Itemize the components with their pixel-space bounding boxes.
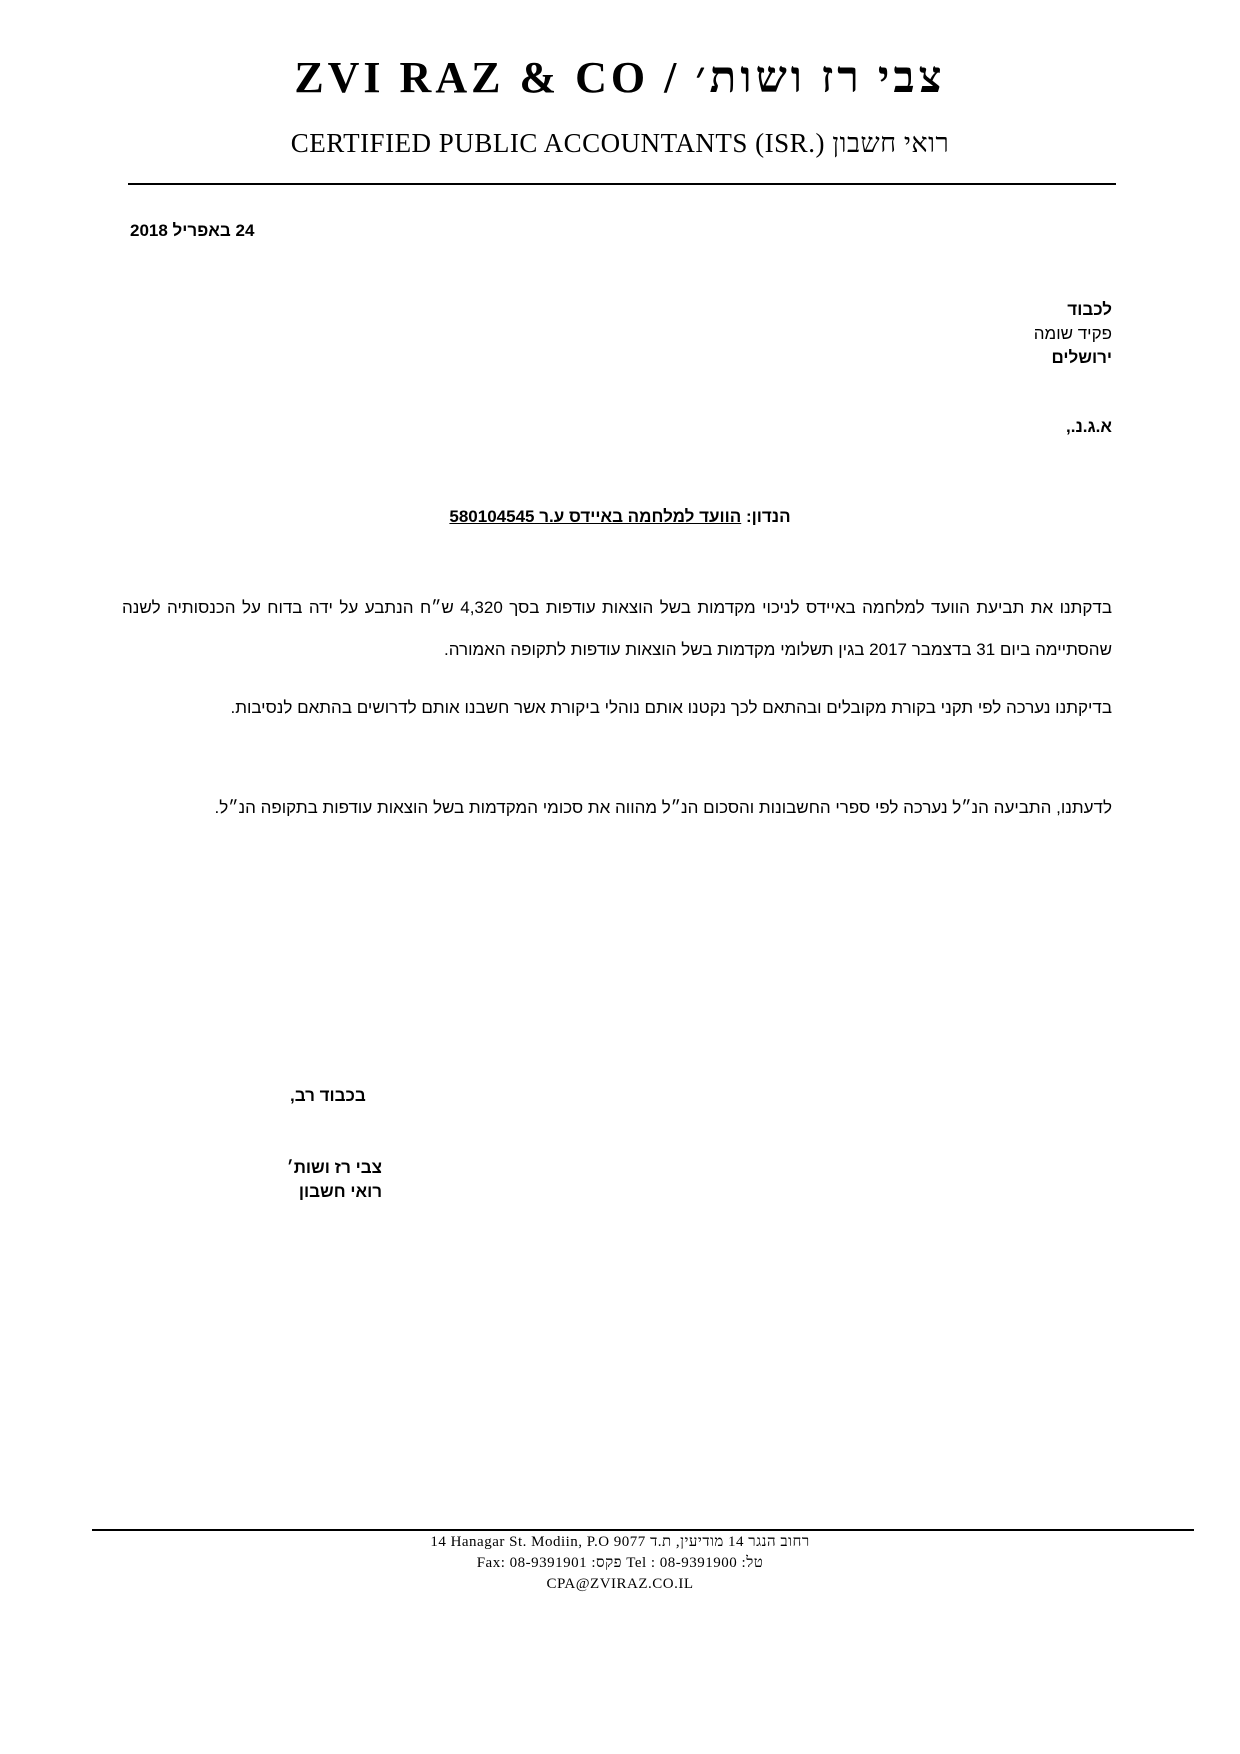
footer-phones: Fax: 08-9391901 :פקס Tel : 08-9391900 :טל: [476, 1555, 764, 1571]
greeting: א.ג.נ.,: [1066, 417, 1112, 436]
footer-email: CPA@ZVIRAZ.CO.IL: [546, 1576, 694, 1592]
closing: בכבוד רב,: [290, 1086, 366, 1105]
footer: [0, 1532, 1240, 1595]
letterhead-subtitle: CERTIFIED PUBLIC ACCOUNTANTS (ISR.) רואי חשבון: [290, 128, 950, 158]
signature-block: [272, 1156, 382, 1204]
recipient-title: פקיד שומה: [1033, 324, 1112, 343]
paragraph-2: בדיקתנו נערכה לפי תקני בקורת מקובלים ובהתאם לכך נקטנו אותם נוהלי ביקורת אשר חשבנו אותם לדרושים בהתאם לנסיבות.: [230, 698, 1112, 717]
footer-divider: [92, 1529, 1194, 1531]
recipient-city: ירושלים: [1051, 348, 1112, 367]
subject-label: הנדון:: [745, 507, 791, 526]
header-divider: [128, 183, 1116, 185]
signature-firm: צבי רז ושות׳: [286, 1158, 382, 1177]
paragraph-3: לדעתנו, התביעה הנ״ל נערכה לפי ספרי החשבונות והסכום הנ״ל מהווה את סכומי המקדמות בשל הוצאות עודפות בתקופה הנ״ל.: [214, 798, 1112, 817]
subject-value: הוועד למלחמה באיידס ע.ר 580104545: [449, 507, 742, 526]
signature-title: רואי חשבון: [298, 1182, 382, 1201]
paragraph-1: בדקתנו את תביעת הוועד למלחמה באיידס לניכוי מקדמות בשל הוצאות עודפות בסך 4,320 ש״ח הנתבע על ידה בדוח על הכנסותיה לשנה שהסתיימה ביום 31 בדצמבר 2017 בגין תשלומי מקדמות בשל הוצאות עודפות לתקופה האמורה.: [122, 598, 1112, 659]
footer-address: 14 Hanagar St. Modiin, P.O 9077 רחוב הנגר 14 מודיעין, ת.ד: [430, 1534, 810, 1550]
recipient-block: [1034, 298, 1112, 370]
letterhead-title: ZVI RAZ & CO / צבי רז ושות׳: [294, 53, 946, 102]
letter-date: 24 באפריל 2018: [130, 221, 255, 240]
subject-line: [0, 507, 1240, 527]
recipient-salutation: לכבוד: [1067, 300, 1112, 319]
